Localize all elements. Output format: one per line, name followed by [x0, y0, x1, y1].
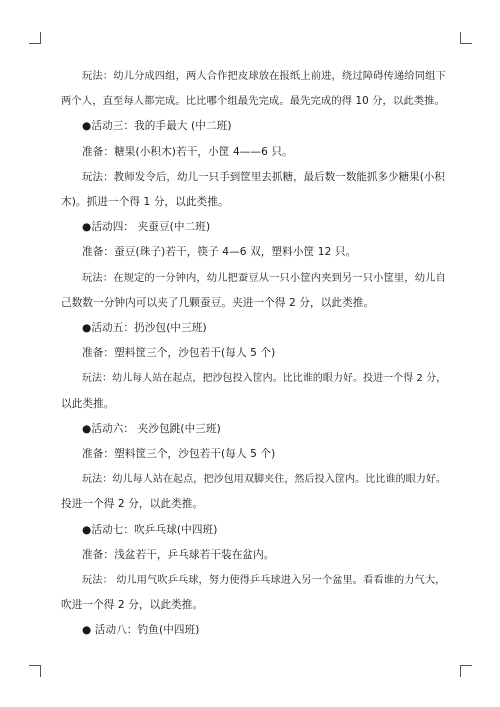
activity-heading: ●活动六： 夹沙包跳(中三班): [82, 422, 221, 435]
text-line: 准备：浅盆若干，乒乓球若干装在盆内。: [82, 548, 275, 561]
text-line: 准备：蚕豆(珠子)若干，筷子 4—6 双，塑料小筐 12 只。: [82, 246, 357, 259]
crop-mark-top-left: [29, 32, 41, 44]
text-line: 准备：塑料筐三个，沙包若干(每人 5 个): [82, 448, 276, 461]
text-line: 玩法：幼儿每人站在起点，把沙包投入筐内。比比谁的眼力好。投进一个得 2 分，: [82, 373, 447, 385]
text-line: 吹进一个得 2 分，以此类推。: [61, 599, 204, 612]
activity-heading: ● 活动八：钓鱼(中四班): [82, 624, 200, 637]
text-line: 木)。抓进一个得 1 分，以此类推。: [61, 196, 229, 209]
activity-heading: ●活动七：吹乒乓球(中四班): [82, 523, 218, 536]
crop-mark-bottom-left: [29, 665, 41, 677]
text-line: 玩法：教师发令后，幼儿一只手到筐里去抓糖，最后数一数能抓多少糖果(小积: [82, 170, 445, 183]
crop-mark-top-right: [460, 32, 472, 44]
text-line: 玩法：幼儿每人站在起点，把沙包用双脚夹住，然后投入筐内。比比谁的眼力好。: [82, 474, 447, 486]
text-line: 己数数一分钟内可以夹了几颗蚕豆。夹进一个得 2 分，以此类推。: [61, 296, 375, 309]
text-line: 准备：糖果(小积木)若干，小筐 4——6 只。: [82, 145, 293, 158]
activity-heading: ●活动五：扔沙包(中三班): [82, 322, 207, 335]
text-line: 玩法：幼儿分成四组，两人合作把皮球放在报纸上前进，绕过障碍传递给同组下: [82, 70, 446, 82]
activity-heading: ●活动四： 夹蚕豆(中二班): [82, 221, 211, 234]
text-line: 准备：塑料筐三个，沙包若干(每人 5 个): [82, 347, 276, 360]
text-line: 玩法： 幼儿用气吹乒乓球，努力使得乒乓球进入另一个盆里。看看谁的力气大，: [82, 575, 446, 587]
document-body: [61, 64, 447, 644]
text-line: 两个人，直至每人都完成。比比哪个组最先完成。最先完成的得 10 分，以此类推。: [61, 95, 445, 108]
activity-heading: ●活动三：我的手最大 (中二班): [82, 120, 232, 133]
text-line: 投进一个得 2 分，以此类推。: [61, 498, 204, 511]
crop-mark-bottom-right: [460, 665, 472, 677]
text-line: 玩法：在规定的一分钟内，幼儿把蚕豆从一只小筐内夹到另一只小筐里，幼儿自: [82, 271, 446, 284]
text-line: 以此类推。: [61, 397, 115, 410]
